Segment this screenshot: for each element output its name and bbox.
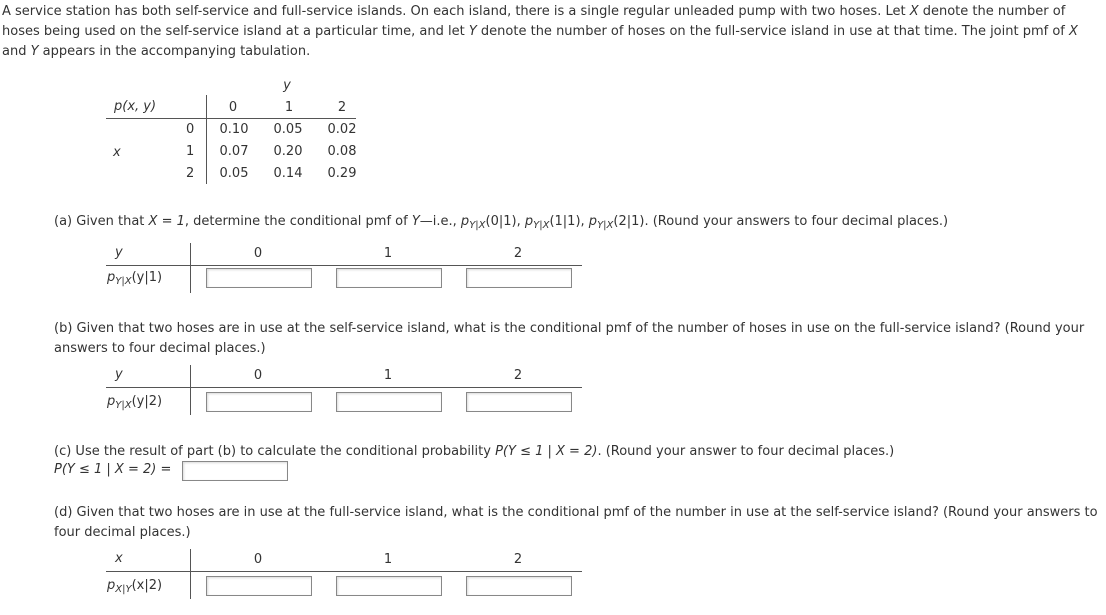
intro-text-4: and	[2, 44, 31, 59]
part-d-row-label	[107, 578, 162, 593]
part-b-head-var: y	[115, 367, 123, 382]
part-a-header-divider	[106, 265, 582, 266]
part-d-question: (d) Given that two hoses are in use at the full-service island, what is the conditional pmf of the number in use at the self-service island? (Round your answers to four decimal places.)	[54, 505, 1098, 540]
p-subscript: X|Y	[115, 584, 132, 595]
part-d-col-1: 1	[383, 552, 393, 567]
p-subscript: Y|X	[597, 220, 614, 231]
p-symbol: p	[107, 270, 116, 285]
joint-cell-2-0: 0.05	[219, 166, 249, 181]
part-d-col-2: 2	[513, 552, 523, 567]
part-a-condition: X = 1	[148, 214, 185, 229]
joint-corner-label: p(x, y)	[114, 99, 157, 114]
joint-cell-2-2: 0.29	[327, 166, 357, 181]
part-a-text-1: (a) Given that	[54, 214, 149, 229]
part-c-answer[interactable]	[182, 461, 288, 481]
part-b-row-label	[107, 394, 162, 409]
p-arg: (2|1)	[613, 214, 645, 229]
p-arg: (y|1)	[131, 270, 163, 285]
part-d-answer-0[interactable]	[206, 576, 312, 596]
part-c-probability: P(Y ≤ 1 | X = 2)	[495, 444, 598, 459]
part-c-answer-label: P(Y ≤ 1 | X = 2) =	[54, 462, 172, 477]
part-a-col-2: 2	[513, 246, 523, 261]
part-a-text-2: , determine the conditional pmf of	[184, 214, 412, 229]
part-a-answer-2[interactable]	[466, 268, 572, 288]
part-c-text-1: (c) Use the result of part (b) to calculate the conditional probability	[54, 444, 496, 459]
joint-row-label-1: 1	[186, 144, 195, 159]
part-b-col-2: 2	[513, 368, 523, 383]
part-c-text-2: . (Round your answer to four decimal places.)	[597, 444, 895, 459]
part-b-question: (b) Given that two hoses are in use at the self-service island, what is the conditional pmf of the number of hoses in use on the full-service island? (Round your answers to four decimal places.)	[54, 321, 1085, 356]
part-b-header-divider	[106, 387, 582, 388]
joint-col-header-0: 0	[228, 100, 238, 115]
part-a-p-1	[525, 214, 581, 229]
part-d-col-0: 0	[253, 552, 263, 567]
p-subscript: Y|X	[469, 220, 486, 231]
intro-text-2: denote the number of hoses being used on the self-service island at a particular time, and let	[2, 4, 1066, 39]
intro-text-5: appears in the accompanying tabulation.	[38, 44, 311, 59]
p-subscript: Y|X	[533, 220, 550, 231]
part-d-answer-2[interactable]	[466, 576, 572, 596]
joint-col-header-1: 1	[284, 100, 294, 115]
part-a-question: (a) Given that X = 1, determine the conditional pmf of Y—i.e., $p_{Y|X}(0|1)$, $p_{Y|X}(1|1)$, $p_{Y|X}(2|1)$. (Round your answers to four decimal places.)	[54, 214, 949, 231]
part-a-col-0: 0	[253, 246, 263, 261]
part-b-answer-0[interactable]	[206, 392, 312, 412]
joint-col-var: y	[283, 78, 291, 93]
part-b-col-0: 0	[253, 368, 263, 383]
p-subscript: Y|X	[115, 400, 132, 411]
part-a-head-var: y	[115, 245, 123, 260]
part-d-answer-1[interactable]	[336, 576, 442, 596]
p-arg: (y|2)	[131, 394, 163, 409]
p-symbol: p	[588, 214, 598, 229]
intro-var-y: Y	[468, 24, 477, 39]
part-a-text-3: —i.e.,	[419, 214, 461, 229]
intro-var-x: X	[909, 4, 919, 19]
part-b-col-1: 1	[383, 368, 393, 383]
p-symbol: p	[524, 214, 534, 229]
part-a-answer-1[interactable]	[336, 268, 442, 288]
p-arg: (x|2)	[131, 578, 163, 593]
intro-text-3: denote the number of hoses on the full-service island in use at that time. The joint pmf of	[476, 24, 1070, 39]
joint-column-divider	[206, 95, 207, 184]
joint-cell-0-1: 0.05	[273, 122, 303, 137]
p-arg: (0|1)	[485, 214, 517, 229]
part-c-question	[54, 442, 1098, 462]
p-subscript: Y|X	[115, 276, 132, 287]
joint-cell-1-0: 0.07	[219, 144, 249, 159]
joint-cell-1-2: 0.08	[327, 144, 357, 159]
joint-cell-0-0: 0.10	[219, 122, 249, 137]
joint-cell-2-1: 0.14	[273, 166, 303, 181]
p-symbol: p	[460, 214, 470, 229]
part-d-column-divider	[190, 549, 191, 599]
part-a-text-4: . (Round your answers to four decimal places.)	[644, 214, 949, 229]
problem-intro	[2, 2, 1098, 62]
joint-col-header-2: 2	[337, 100, 347, 115]
joint-cell-0-2: 0.02	[327, 122, 357, 137]
part-b-answer-1[interactable]	[336, 392, 442, 412]
p-symbol: p	[107, 394, 116, 409]
part-d-head-var: x	[115, 551, 123, 566]
part-a-col-1: 1	[383, 246, 393, 261]
part-b-answer-2[interactable]	[466, 392, 572, 412]
part-a-column-divider	[190, 243, 191, 293]
joint-row-var: x	[113, 145, 121, 160]
joint-header-divider	[106, 118, 356, 119]
part-a-row-label	[107, 270, 162, 285]
part-a-answer-0[interactable]	[206, 268, 312, 288]
intro-var-x2: X	[1069, 24, 1078, 39]
joint-row-label-0: 0	[186, 122, 195, 137]
part-a-y-var: Y	[411, 214, 420, 229]
intro-var-y2: Y	[30, 44, 39, 59]
joint-row-label-2: 2	[186, 166, 195, 181]
intro-text-1: A service station has both self-service and full-service islands. On each island, there is a single regular unleaded pump with two hoses. Let	[2, 4, 910, 19]
p-symbol: p	[107, 578, 116, 593]
part-a-p-2	[589, 214, 645, 229]
p-arg: (1|1)	[549, 214, 581, 229]
joint-cell-1-1: 0.20	[273, 144, 303, 159]
part-d-header-divider	[106, 571, 582, 572]
part-a-p-0	[461, 214, 517, 229]
part-b-column-divider	[190, 365, 191, 415]
